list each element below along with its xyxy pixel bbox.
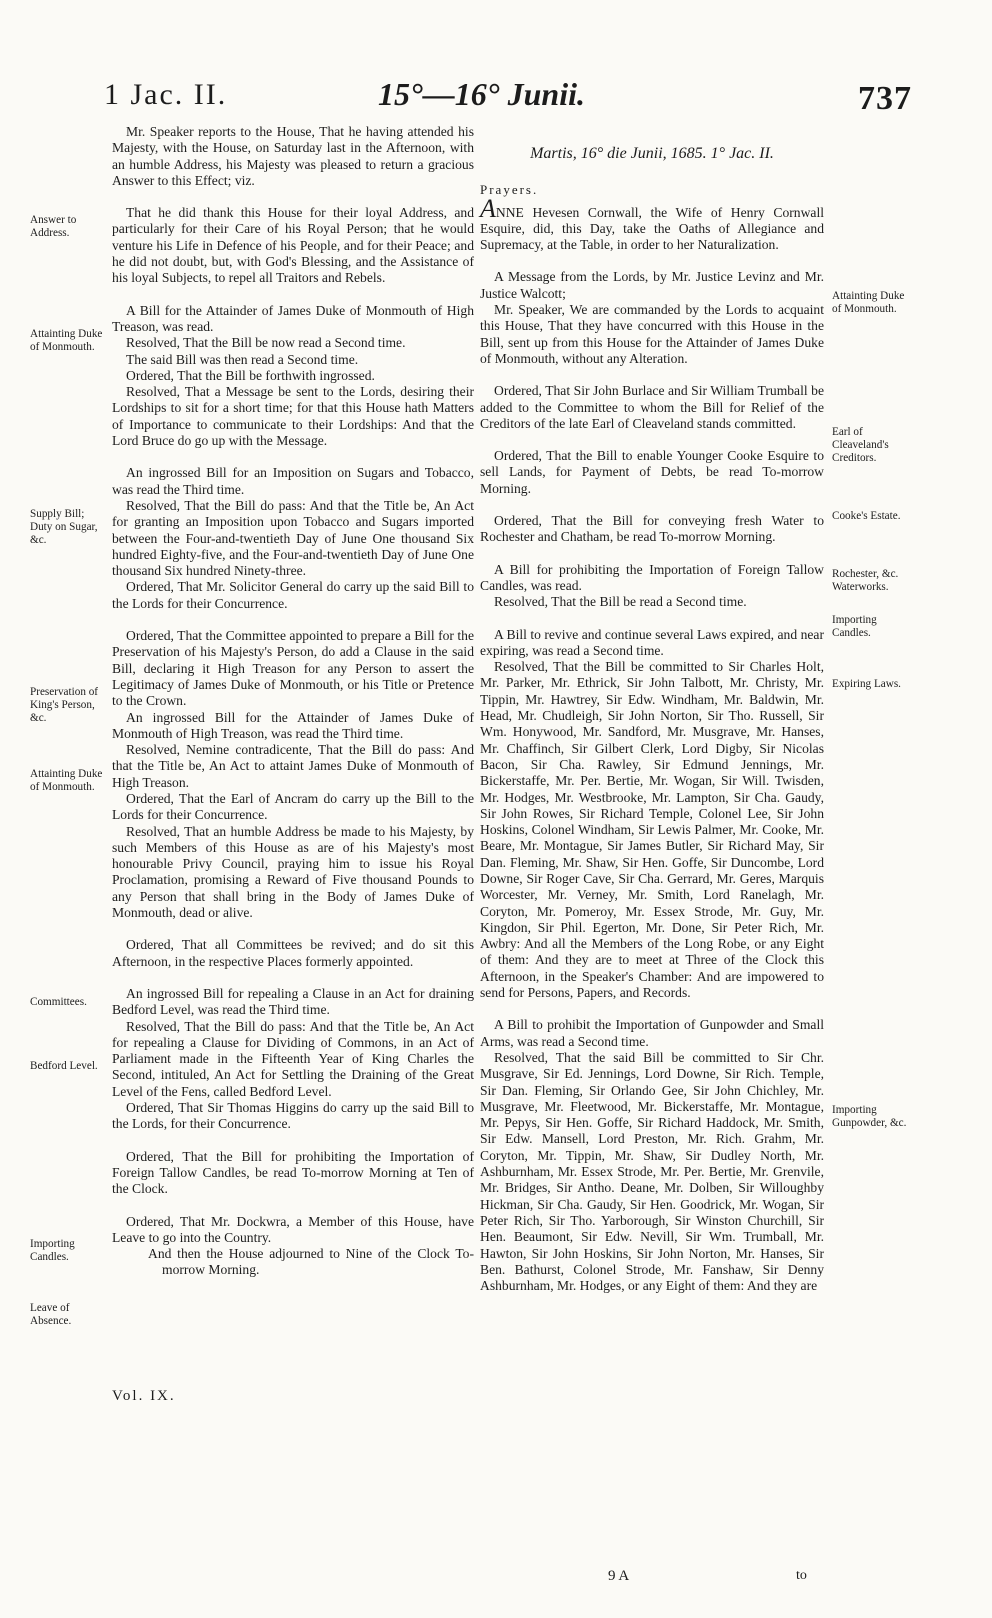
header-dates: 15°—16° Junii. — [378, 76, 585, 112]
margin-note: Rochester, &c. Waterworks. — [832, 568, 899, 593]
paragraph: Resolved, That the said Bill be committed to Sir Chr. Musgrave, Sir Ed. Jennings, Lord Downe, Sir Rich. Temple, Sir Dan. Fleming, Sir Orlando Gee, Sir John Chichley, Mr. Musgrave, Mr. Fleetwood, Mr. Bickerstaffe, Mr. Montague, Mr. Pepys, Sir Hen. Goffe, Sir Richard Haddock, Mr. Smith, Sir Edw. Mansell, Lord Preston, Mr. Rich. Grahm, Mr. Coryton, Mr. Tippin, Mr. Shaw, Sir Dudley North, Mr. Ashburnham, Mr. Essex Strode, Mr. Per. Bertie, Mr. Grenvile, Mr. Bridges, Sir Antho. Deane, Mr. Dolben, Sir Willoughby Hickman, Sir Cha. Gaudy, Sir Hen. Goodrick, Mr. Wogan, Sir Peter Rich, Sir Tho. Yarborough, Sir Winston Churchill, Sir Hen. Beaumont, Sir Edw. Nevill, Sir Wm. Trumball, Mr. Hawton, Sir John Hoskins, Sir John Norton, Mr. Hanses, Sir Ben. Bathurst, Colonel Strode, Mr. Fanshaw, Sir Denny Ashburnham, Mr. Hodges, or any Eight of them: And they are — [480, 1049, 824, 1294]
paragraph: Mr. Speaker reports to the House, That he having attended his Majesty, with the House, on Saturday last in the Afternoon, with an humble Address, his Majesty was pleased to return a gracious Answer to this Effect; viz. — [112, 124, 474, 188]
margin-note: Attainting Duke of Monmouth. — [30, 768, 103, 793]
paragraph: The said Bill was then read a Second time. — [126, 351, 359, 367]
margin-note: Preservation of King's Person, &c. — [30, 686, 99, 724]
catchword: to — [796, 1568, 807, 1583]
drop-cap: A — [480, 193, 496, 223]
paragraph: Resolved, That the Bill be read a Second time. — [494, 594, 747, 610]
paragraph: Ordered, That the Bill for prohibiting the Importation of Foreign Tallow Candles, be read To-morrow Morning at Ten of the Clock. — [112, 1148, 474, 1197]
margin-note: Bedford Level. — [30, 1060, 98, 1072]
paragraph: Mr. Speaker, We are commanded by the Lords to acquaint this House, That they have concurred with this House in the Bill, sent up from this House for the Attainder of James Duke of Monmouth, without any Alteration. — [480, 302, 824, 366]
margin-note: Importing Gunpowder, &c. — [832, 1104, 907, 1129]
paragraph: Resolved, That the Bill do pass: And that the Title be, An Act for repealing a Clause for Dividing of Commons, in an Act of Parliament made in the Fifteenth Year of King Charles the Second, intituled, An Act for Settling the Draining of the Great Level of the Fens, called Bedford Level. — [112, 1018, 474, 1099]
adjournment: And then the House adjourned to Nine of the Clock To-morrow Morning. — [148, 1246, 474, 1278]
paragraph: Resolved, That an humble Address be made to his Majesty, by such Members of this House as are of his Majesty's most honourable Privy Council, praying him to issue his Royal Proclamation, promising a Reward of Five thousand Pounds to any Person that shall bring in the Body of James Duke of Monmouth, dead or alive. — [112, 823, 474, 921]
paragraph: A Message from the Lords, by Mr. Justice Levinz and Mr. Justice Walcott; — [480, 269, 824, 301]
left-column — [112, 124, 474, 1279]
volume-label: Vol. IX. — [112, 1388, 176, 1404]
paragraph: A Bill to prohibit the Importation of Gunpowder and Small Arms, was read a Second time. — [480, 1017, 824, 1049]
prayers-heading: Prayers. — [480, 182, 539, 198]
paragraph: Resolved, That the Bill do pass: And that the Title be, An Act for granting an Imposition upon Tobacco and Sugars imported between the Four-and-twentieth Day of June One thousand Six hundred Eighty-five, and the Four-and-twentieth Day of June One thousand Six hundred Ninety-three. — [112, 497, 474, 579]
paragraph: That he did thank this House for their loyal Address, and particularly for their Care of his Royal Person; that he would venture his Life in Defence of his People, and for their Peace; and he did not doubt, but, with God's Blessing, and the Assistance of his loyal Subjects, to repel all Traitors and Rebels. — [112, 205, 474, 286]
paragraph — [480, 193, 824, 254]
paragraph: A Bill to revive and continue several Laws expired, and near expiring, was read a Second time. — [480, 626, 824, 658]
paragraph: Ordered, That Mr. Solicitor General do carry up the said Bill to the Lords for their Concurrence. — [112, 579, 474, 611]
paragraph: Resolved, That the Bill be committed to Sir Charles Holt, Mr. Parker, Mr. Ethrick, Sir John Talbott, Mr. Christy, Mr. Tippin, Mr. Hawtrey, Sir Edw. Windham, Mr. Baldwin, Mr. Head, Mr. Chudleigh, Sir John Norton, Sir Tho. Russell, Sir Wm. Honywood, Mr. Sandford, Mr. Musgrave, Mr. Hanses, Mr. Chaffinch, Sir Gilbert Clerk, Lord Digby, Sir Nicolas Bacon, Sir Cha. Rawley, Sir Edmund Jennings, Mr. Bickerstaffe, Mr. Per. Bertie, Mr. Wogan, Sir Will. Twisden, Mr. Hodges, Mr. Westbrooke, Mr. Lampton, Sir Cha. Gaudy, Sir John Rowes, Sir Richard Temple, Colonel Lee, Sir John Hoskins, Colonel Windham, Sir Lewis Palmer, Mr. Cooke, Mr. Beare, Mr. Montague, Sir James Butler, Sir Richard May, Sir Dan. Fleming, Mr. Shaw, Sir Hen. Goffe, Sir Duncombe, Lord Downe, Sir Roger Cave, Sir Cha. Gerrard, Mr. Geres, Marquis Worcester, Mr. Verney, Mr. Smith, Lord Ranelagh, Mr. Coryton, Mr. Pomeroy, Mr. Essex Strode, Mr. Guy, Mr. Kingdon, Sir Phil. Egerton, Mr. Done, Sir Peter Rich, Mr. Awbry: And all the Members of the Long Robe, or any Eight of them: And they are to meet at Three of the Clock this Afternoon, in the Speaker's Chamber: And are impowered to send for Persons, Papers, and Records. — [480, 659, 824, 1001]
paragraph: A Bill for prohibiting the Importation of Foreign Tallow Candles, was read. — [480, 561, 824, 593]
paragraph: Ordered, That the Bill to enable Younger Cooke Esquire to sell Lands, for Payment of Debts, be read To-morrow Morning. — [480, 448, 824, 496]
paragraph: Ordered, That the Committee appointed to prepare a Bill for the Preservation of his Majesty's Person, do add a Clause in the said Bill, declaring it High Treason for any Person to assert the Legitimacy of James Duke of Monmouth, or his Title or Pretence to the Crown. — [112, 628, 474, 709]
paragraph: An ingrossed Bill for repealing a Clause in an Act for draining Bedford Level, was read the Third time. — [112, 985, 474, 1018]
paragraph: An ingrossed Bill for an Imposition on Sugars and Tobacco, was read the Third time. — [112, 465, 474, 497]
paragraph-text: NNE Hevesen Cornwall, the Wife of Henry Cornwall Esquire, did, this Day, take the Oaths of Allegiance and Supremacy, at the Table, in order to her Naturalization. — [480, 204, 824, 253]
sitting-date: Martis, 16° die Junii, 1685. 1° Jac. II. — [530, 145, 774, 162]
margin-note: Importing Candles. — [832, 614, 877, 639]
paragraph: A Bill for the Attainder of James Duke of Monmouth of High Treason, was read. — [112, 302, 474, 334]
paragraph: Ordered, That Sir Thomas Higgins do carry up the said Bill to the Lords, for their Concurrence. — [112, 1100, 474, 1132]
margin-note: Cooke's Estate. — [832, 510, 901, 522]
margin-note: Importing Candles. — [30, 1238, 75, 1263]
margin-note: Attainting Duke of Monmouth. — [30, 328, 103, 353]
paragraph: Resolved, That the Bill be now read a Second time. — [126, 335, 406, 351]
header-regnal-year: 1 Jac. II. — [104, 78, 228, 111]
page-number: 737 — [858, 80, 912, 117]
paragraph: Ordered, That the Bill for conveying fresh Water to Rochester and Chatham, be read To-morrow Morning. — [480, 513, 824, 545]
right-column — [480, 120, 824, 1294]
paragraph: Resolved, Nemine contradicente, That the Bill do pass: And that the Title be, An Act to attaint James Duke of Monmouth of High Treason. — [112, 742, 474, 790]
margin-note: Supply Bill; Duty on Sugar, &c. — [30, 508, 98, 546]
paragraph: Ordered, That the Earl of Ancram do carry up the Bill to the Lords for their Concurrence. — [112, 790, 474, 823]
signature-mark: 9 A — [608, 1568, 630, 1584]
paragraph: An ingrossed Bill for the Attainder of James Duke of Monmouth of High Treason, was read the Third time. — [112, 709, 474, 741]
margin-note: Leave of Absence. — [30, 1302, 72, 1327]
paragraph: Ordered, That the Bill be forthwith ingrossed. — [126, 367, 375, 383]
paragraph: Resolved, That a Message be sent to the Lords, desiring their Lordships to sit for a short time; for that this House hath Matters of Importance to communicate to their Lordships: And that the Lord Bruce do go up with the Message. — [112, 384, 474, 449]
margin-note: Earl of Cleaveland's Creditors. — [832, 426, 889, 464]
paragraph: Ordered, That all Committees be revived; and do sit this Afternoon, in the respective Places formerly appointed. — [112, 937, 474, 969]
margin-note: Committees. — [30, 996, 87, 1008]
margin-note: Attainting Duke of Monmouth. — [832, 290, 905, 315]
paragraph: Ordered, That Mr. Dockwra, a Member of this House, have Leave to go into the Country. — [112, 1213, 474, 1245]
margin-note: Answer to Address. — [30, 214, 77, 239]
paragraph: Ordered, That Sir John Burlace and Sir William Trumball be added to the Committee to whom the Bill for Relief of the Creditors of the late Earl of Cleaveland stands committed. — [480, 383, 824, 431]
margin-note: Expiring Laws. — [832, 678, 901, 690]
